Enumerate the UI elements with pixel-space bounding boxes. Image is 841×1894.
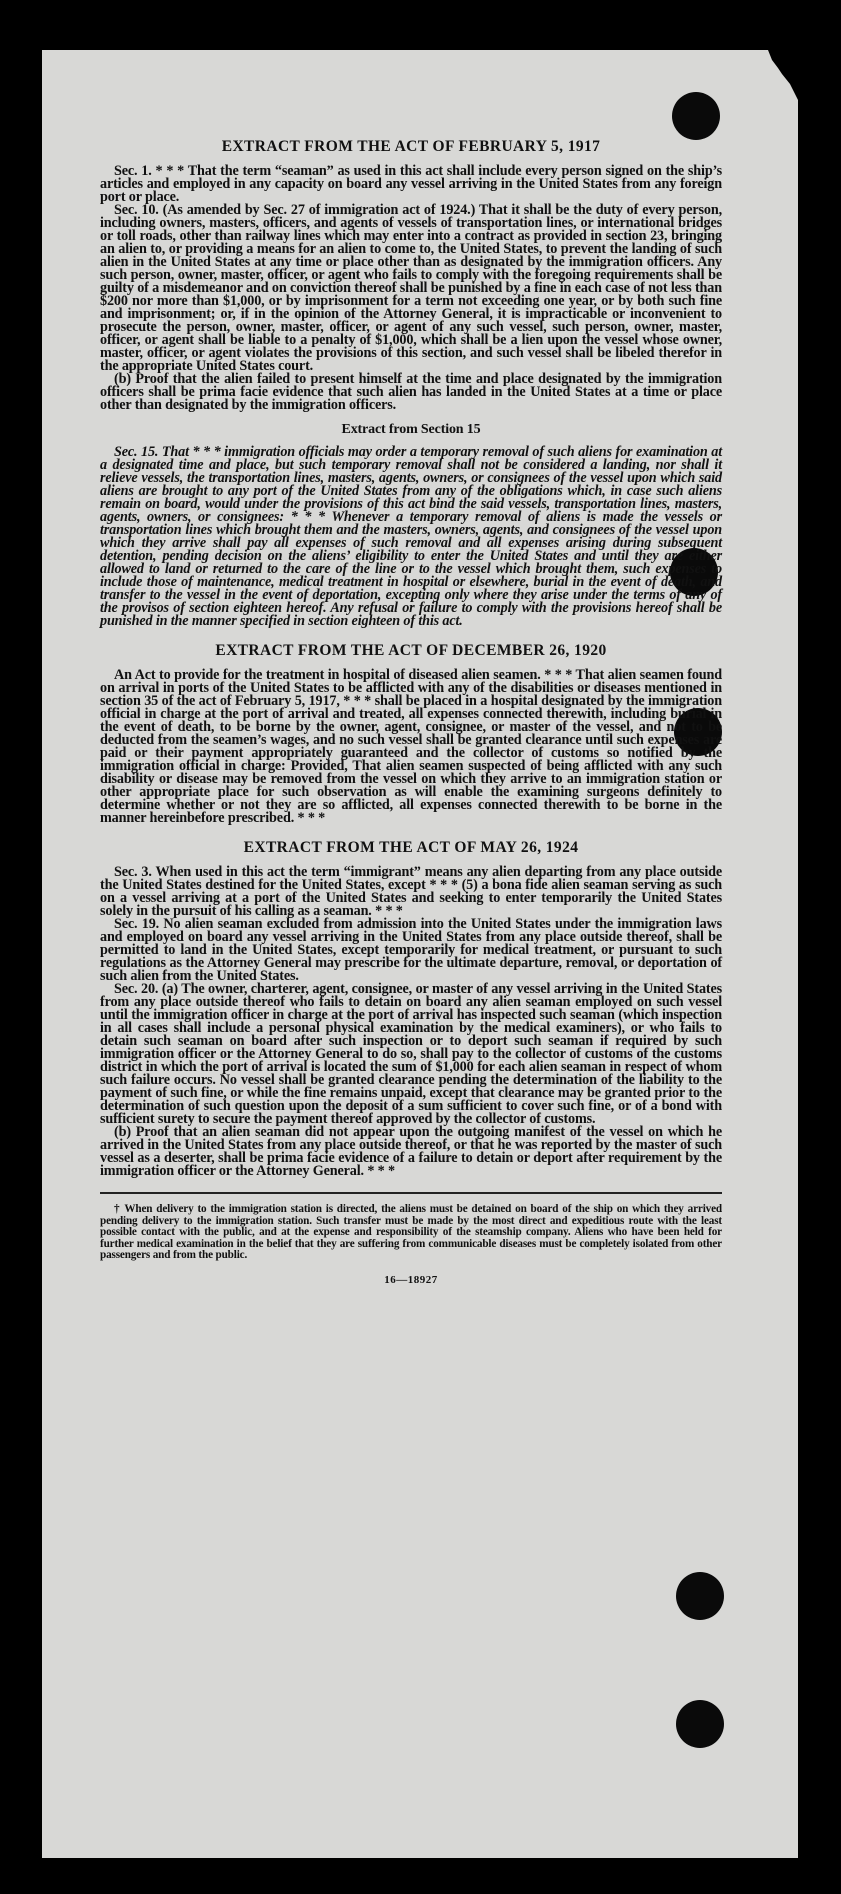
footnote-divider [100, 1192, 722, 1194]
paragraph-sec1: Sec. 1. * * * That the term “seaman” as used in this act shall include every person signed on the ship’s articles and employed in any capacity on board any vessel arriving in the United States from any foreign port or place. [100, 163, 722, 205]
heading-act-1924: EXTRACT FROM THE ACT OF MAY 26, 1924 [243, 839, 579, 856]
paragraph-sec19: Sec. 19. No alien seaman excluded from admission into the United States under the immigration laws and employed on board any vessel arriving in the United States from any place outside thereof, shall be permitted to land in the United States, except temporarily for medical treatment, or pursuant to such regulations as the Attorney General may prescribe for the ultimate departure, removal, or deportation of such alien from the United States. [100, 916, 722, 984]
paragraph-sec20: Sec. 20. (a) The owner, charterer, agent, consignee, or master of any vessel arriving in the United States from any place outside thereof who fails to detain on board any alien seaman employed on such vessel until the immigration officer in charge at the port of arrival has inspected such seaman (which inspection in all cases shall include a personal physical examination by the medical examiners), or who fails to detain such seaman on board after such inspection or to deport such seaman if required by such immigration officer or the Attorney General to do so, shall pay to the collector of customs of the customs district in which the port of arrival is located the sum of $1,000 for each alien seaman in respect of whom such failure occurs. No vessel shall be granted clearance pending the determination of the liability to the payment of such fine, or while the fine remains unpaid, except that clearance may be granted prior to the determination of such question upon the deposit of a sum sufficient to cover such fine, or of a bond with sufficient surety to secure the payment thereof approved by the collector of customs. [100, 981, 722, 1127]
paragraph-sec10b: (b) Proof that the alien failed to present himself at the time and place designated by the immigration officers shall be prima facie evidence that such alien has landed in the United States at a time or place other than designated by the immigration officers. [100, 371, 722, 413]
punch-hole-lower [676, 1572, 724, 1620]
heading-section15: Extract from Section 15 [341, 422, 481, 437]
punch-hole-top [672, 92, 720, 140]
paragraph-sec3: Sec. 3. When used in this act the term “immigrant” means any alien departing from any place outside the United States destined for the United States, except * * * (5) a bona fide alien seaman serving as such on a vessel arriving at a port of the United States and seeking to enter temporarily the United States solely in the pursuit of his calling as a seaman. * * * [100, 864, 722, 919]
heading-act-1920: EXTRACT FROM THE ACT OF DECEMBER 26, 1920 [215, 642, 607, 659]
paragraph-sec15: Sec. 15. That * * * immigration officials may order a temporary removal of such aliens for examination at a designated time and place, but such temporary removal shall not be considered a landing, nor shall it relieve vessels, the transportation lines, masters, agents, owners, or consignees of the vessel upon which said aliens are brought to any port of the United States from any of the obligations which, in case such aliens remain on board, would under the provisions of this act bind the said vessels, transportation lines, masters, agents, owners, or consignees: * * * Whenever a temporary removal of aliens is made the vessels or transportation lines which brought them and the masters, owners, agents, and consignees of the vessel upon which they arrive shall pay all expenses of such removal and all expenses arising during subsequent detention, pending decision on the aliens’ eligibility to enter the United States and until they are either allowed to land or returned to the care of the line or to the vessel which brought them, such expenses to include those of maintenance, medical treatment in hospital or elsewhere, burial in the event of death, and transfer to the vessel in the event of deportation, excepting only where they arise under the terms of any of the provisos of section eighteen hereof. Any refusal or failure to comply with the provisions hereof shall be punished in the manner specified in section eighteen of this act. [100, 444, 722, 629]
paragraph-sec20b: (b) Proof that an alien seaman did not appear upon the outgoing manifest of the vessel on which he arrived in the United States from any place outside thereof, or that he was reported by the master of such vessel as a deserter, shall be prima facie evidence of a failure to detain or deport after requirement by the immigration officer or the Attorney General. * * * [100, 1124, 722, 1179]
document-text [100, 138, 722, 1287]
footnote: † When delivery to the immigration station is directed, the aliens must be detained on board of the ship on which they arrived pending delivery to the immigration station. Such transfer must be made by the most direct and expeditious route with the least possible contact with the public, and at the expense and responsibility of the steamship company. Aliens who have been held for further medical examination in the belief that they are suffering from communicable diseases must be completely isolated from other passengers and from the public. [100, 1203, 722, 1261]
form-number: 16—18927 [384, 1273, 438, 1286]
punch-hole-bottom [676, 1700, 724, 1748]
paragraph-act-1920: An Act to provide for the treatment in hospital of diseased alien seamen. * * * That alien seamen found on arrival in ports of the United States to be afflicted with any of the disabilities or diseases mentioned in section 35 of the act of February 5, 1917, * * * shall be placed in a hospital designated by the immigration official in charge at the port of arrival and treated, all expenses connected therewith, including burial in the event of death, to be borne by the owner, agent, consignee, or master of the vessel, and not to be deducted from the seamen’s wages, and no such vessel shall be granted clearance until such expenses are paid or their payment appropriately guaranteed and the collector of customs so notified by the immigration official in charge: Provided, That alien seamen suspected of being afflicted with any such disability or disease may be removed from the vessel on which they arrive to an immigration station or other appropriate place for such observation as will enable the examining surgeons definitely to determine whether or not they are so afflicted, all expenses connected therewith to be borne in the manner hereinbefore prescribed. * * * [100, 667, 722, 826]
torn-corner [738, 50, 798, 100]
paragraph-sec10: Sec. 10. (As amended by Sec. 27 of immigration act of 1924.) That it shall be the duty of every person, including owners, masters, officers, and agents of vessels of transportation lines, or international bridges or toll roads, other than railway lines which may enter into a contract as provided in section 23, bringing an alien to, or providing a means for an alien to come to, the United States, to prevent the landing of such alien in the United States at any time or place other than as designated by the immigration officers. Any such person, owner, master, officer, or agent who fails to comply with the foregoing requirements shall be guilty of a misdemeanor and on conviction thereof shall be punished by a fine in each case of not less than $200 nor more than $1,000, or by imprisonment for a term not exceeding one year, or by both such fine and imprisonment; or, if in the opinion of the Attorney General, it is impracticable or inconvenient to prosecute the person, owner, master, officer, or agent of any such vessel, such person, owner, master, officer, or agent shall be liable to a penalty of $1,000, which shall be a lien upon the vessel whose owner, master, officer, or agent violates the provisions of this section, and such vessel shall be libeled therefor in the appropriate United States court. [100, 202, 722, 374]
heading-act-1917: EXTRACT FROM THE ACT OF FEBRUARY 5, 1917 [221, 138, 601, 155]
